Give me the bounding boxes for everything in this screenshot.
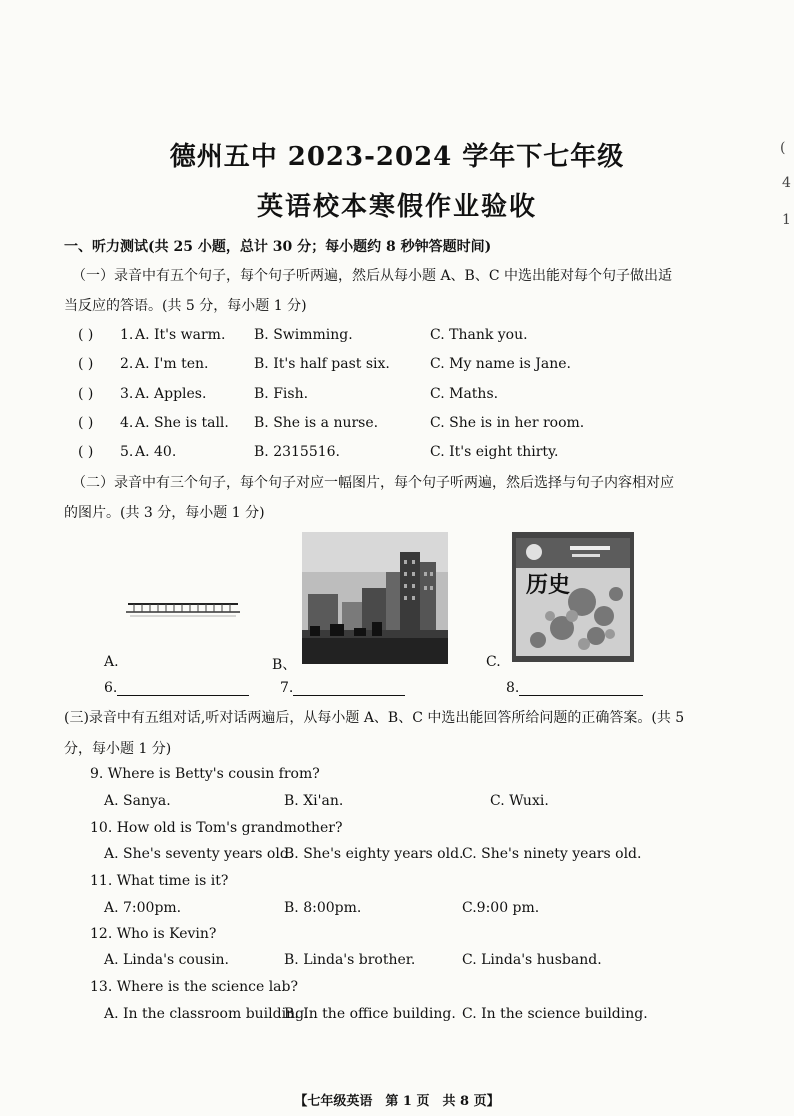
part1-instruction: 当反应的答语。(共 5 分，每小题 1 分)	[64, 298, 307, 314]
answer-paren[interactable]: ( )	[78, 415, 94, 431]
option-c: C. My name is Jane.	[430, 356, 572, 372]
blank-number: 6.	[104, 680, 118, 696]
option-b: B. 2315516.	[254, 444, 340, 460]
answer-paren[interactable]: ( )	[78, 444, 94, 460]
option-a: A. I'm ten.	[135, 356, 209, 372]
city-buildings-image	[302, 532, 448, 664]
page-title-line1: 德州五中 2023-2024 学年下七年级	[169, 142, 625, 172]
option-b: B. It's half past six.	[254, 356, 390, 372]
part3-instruction: (三)录音中有五组对话,听对话两遍后，从每小题 A、B、C 中选出能回答所给问题的正确答案。(共 5	[64, 710, 685, 726]
option-a: A. It's warm.	[135, 327, 226, 343]
picture-label: B、	[272, 657, 297, 673]
option-b: B. She's eighty years old.	[284, 846, 464, 862]
answer-blank[interactable]	[104, 680, 249, 696]
option-a: A. In the classroom building.	[104, 1006, 309, 1022]
option-c: C. In the science building.	[462, 1006, 648, 1022]
blank-number: 7.	[280, 680, 294, 696]
question-text: 13. Where is the science lab?	[90, 979, 298, 995]
option-b: B. Linda's brother.	[284, 952, 416, 968]
option-a: A. Apples.	[135, 386, 207, 402]
option-b: B. Fish.	[254, 386, 309, 402]
question-number: 2.	[120, 356, 134, 372]
answer-paren[interactable]: ( )	[78, 327, 94, 343]
blank-line[interactable]	[519, 681, 643, 696]
option-b: B. 8:00pm.	[284, 900, 362, 916]
blank-number: 8.	[506, 680, 520, 696]
blank-line[interactable]	[293, 681, 405, 696]
answer-paren[interactable]: ( )	[78, 386, 94, 402]
question-text: 10. How old is Tom's grandmother?	[90, 820, 343, 836]
answer-blank[interactable]	[280, 680, 405, 696]
option-b: B. Swimming.	[254, 327, 353, 343]
option-c: C. Wuxi.	[490, 793, 549, 809]
option-a: A. 40.	[135, 444, 177, 460]
option-c: C. It's eight thirty.	[430, 444, 559, 460]
page-title-line2: 英语校本寒假作业验收	[256, 192, 537, 222]
part2-instruction: （二）录音中有三个句子，每个句子对应一幅图片，每个句子听两遍，然后选择与句子内容相对应	[72, 475, 674, 491]
part1-instruction: （一）录音中有五个句子，每个句子听两遍，然后从每小题 A、B、C 中选出能对每个句子做出适	[72, 268, 673, 284]
option-a: A. Sanya.	[104, 793, 171, 809]
picture-label: A.	[104, 654, 119, 670]
option-c: C. She is in her room.	[430, 415, 585, 431]
option-c: C.9:00 pm.	[462, 900, 540, 916]
option-a: A. Linda's cousin.	[104, 952, 230, 968]
part2-instruction: 的图片。(共 3 分，每小题 1 分)	[64, 505, 265, 521]
option-c: C. Linda's husband.	[462, 952, 602, 968]
question-number: 3.	[120, 386, 134, 402]
answer-paren[interactable]: ( )	[78, 356, 94, 372]
page-footer: 【七年级英语 第 1 页 共 8 页】	[294, 1094, 500, 1109]
edge-mark: (	[780, 140, 786, 156]
option-a: A. She is tall.	[135, 415, 229, 431]
picture-label: C.	[486, 654, 501, 670]
question-text: 12. Who is Kevin?	[90, 926, 217, 942]
question-number: 5.	[120, 444, 134, 460]
option-b: B. She is a nurse.	[254, 415, 379, 431]
edge-mark: 4	[782, 175, 791, 191]
option-c: C. Maths.	[430, 386, 499, 402]
option-c: C. Thank you.	[430, 327, 528, 343]
bridge-image	[126, 598, 242, 622]
section-heading: 一、听力测试(共 25 小题，总计 30 分；每小题约 8 秒钟答题时间)	[64, 239, 492, 255]
option-a: A. She's seventy years old.	[104, 846, 294, 862]
book-cover-title: 历史	[526, 572, 571, 598]
blank-line[interactable]	[117, 681, 249, 696]
question-text: 11. What time is it?	[90, 873, 229, 889]
option-b: B. In the office building.	[284, 1006, 456, 1022]
question-number: 1.	[120, 327, 134, 343]
question-text: 9. Where is Betty's cousin from?	[90, 766, 320, 782]
part3-instruction: 分，每小题 1 分)	[64, 741, 172, 757]
answer-blank[interactable]	[506, 680, 643, 696]
option-b: B. Xi'an.	[284, 793, 344, 809]
edge-mark: 1	[782, 212, 791, 228]
option-c: C. She's ninety years old.	[462, 846, 642, 862]
option-a: A. 7:00pm.	[104, 900, 182, 916]
question-number: 4.	[120, 415, 134, 431]
